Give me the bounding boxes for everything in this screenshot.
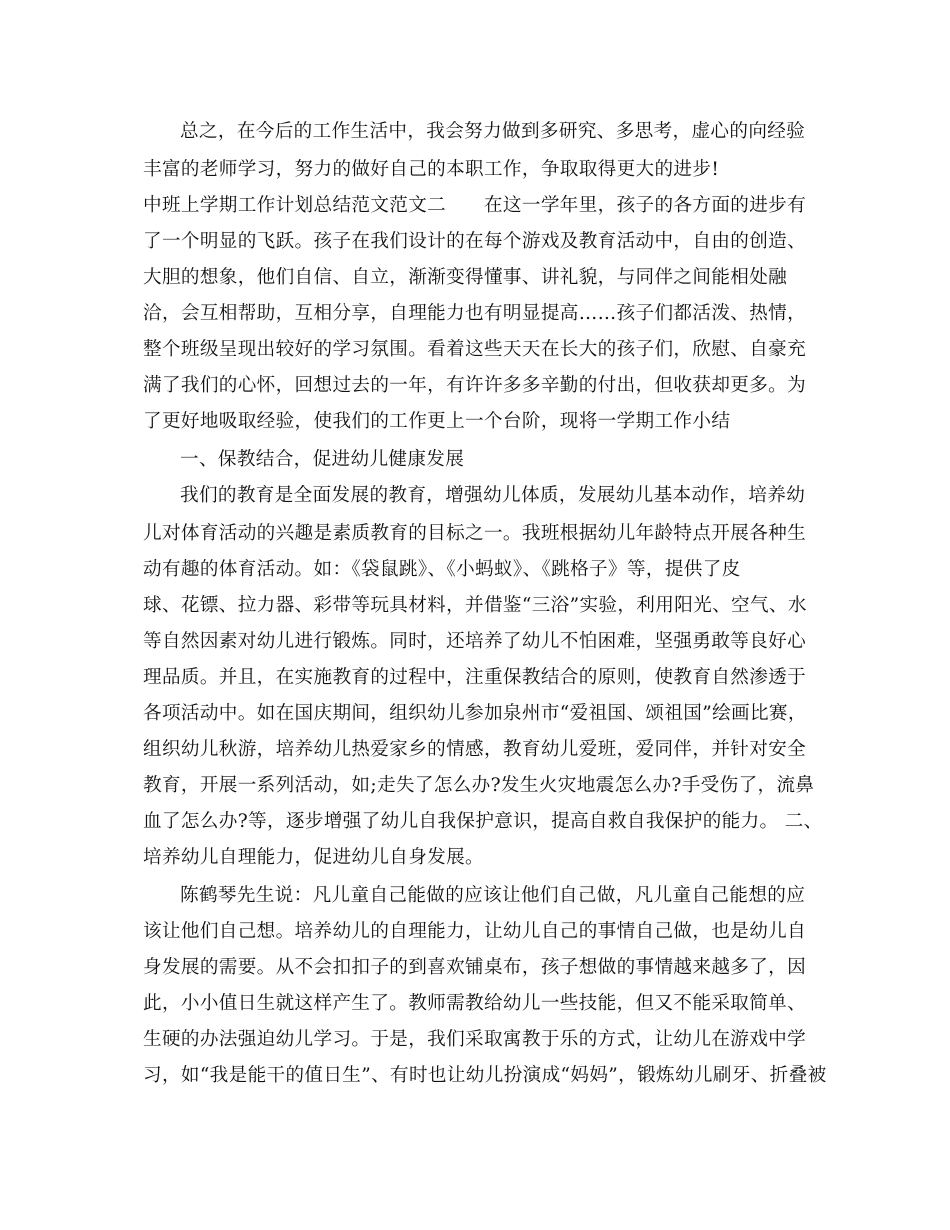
body-text-line: 生硬的办法强迫幼儿学习。于是，我们采取寓教于乐的方式，让幼儿在游戏中学 xyxy=(143,1029,807,1050)
body-text-line: 各项活动中。如在国庆期间，组织幼儿参加泉州市“爱祖国、颂祖国”绘画比赛， xyxy=(143,703,807,724)
body-text-line: 教育，开展一系列活动，如;走失了怎么办?发生火灾地震怎么办?手受伤了，流鼻 xyxy=(143,775,815,796)
body-text-line: 丰富的老师学习，努力的做好自己的本职工作，争取取得更大的进步! xyxy=(143,159,720,180)
body-text-line: 整个班级呈现出较好的学习氛围。看着这些天天在长大的孩子们，欣慰、自豪充 xyxy=(143,339,807,360)
body-text-line: 总之，在今后的工作生活中，我会努力做到多研究、多思考，虚心的向经验 xyxy=(180,121,806,142)
body-text-line: 培养幼儿自理能力，促进幼儿自身发展。 xyxy=(143,847,484,868)
section-heading: 一、保教结合，促进幼儿健康发展 xyxy=(180,449,465,470)
body-text-line: 中班上学期工作计划总结范文范文二 在这一学年里，孩子的各方面的进步有 xyxy=(143,195,807,216)
body-text-line: 理品质。并且，在实施教育的过程中，注重保教结合的原则，使教育自然渗透于 xyxy=(143,667,807,688)
body-text-line: 儿对体育活动的兴趣是素质教育的目标之一。我班根据幼儿年龄特点开展各种生 xyxy=(143,523,807,544)
body-text-line: 等自然因素对幼儿进行锻炼。同时，还培养了幼儿不怕困难，坚强勇敢等良好心 xyxy=(143,631,807,652)
body-text-line: 身发展的需要。从不会扣扣子的到喜欢铺桌布，孩子想做的事情越来越多了，因 xyxy=(143,957,807,978)
body-text-line: 大胆的想象，他们自信、自立，渐渐变得懂事、讲礼貌，与同伴之间能相处融 xyxy=(143,267,788,288)
body-text-line: 球、花镖、拉力器、彩带等玩具材料，并借鉴“三浴”实验，利用阳光、空气、水 xyxy=(143,595,807,616)
body-text-line: 血了怎么办?等，逐步增强了幼儿自我保护意识，提高自救自我保护的能力。 二、 xyxy=(143,811,823,832)
body-text-line: 陈鹤琴先生说：凡儿童自己能做的应该让他们自己做，凡儿童自己能想的应 xyxy=(180,885,806,906)
body-text-line: 此，小小值日生就这样产生了。教师需教给幼儿一些技能，但又不能采取简单、 xyxy=(143,993,807,1014)
body-text-line: 习，如“我是能干的值日生”、有时也让幼儿扮演成“妈妈”，锻炼幼儿刷牙、折叠被 xyxy=(143,1065,827,1086)
body-text-line: 组织幼儿秋游，培养幼儿热爱家乡的情感，教育幼儿爱班，爱同伴，并针对安全 xyxy=(143,739,807,760)
body-text-line: 洽，会互相帮助，互相分享，自理能力也有明显提高……孩子们都活泼、热情， xyxy=(143,303,807,324)
body-text-line: 了一个明显的飞跃。孩子在我们设计的在每个游戏及教育活动中，自由的创造、 xyxy=(143,231,807,252)
body-text-line: 该让他们自己想。培养幼儿的自理能力，让幼儿自己的事情自己做，也是幼儿自 xyxy=(143,921,807,942)
body-text-line: 动有趣的体育活动。如：《袋鼠跳》、《小蚂蚁》、《跳格子》等，提供了皮 xyxy=(143,559,741,580)
body-text-line: 了更好地吸取经验，使我们的工作更上一个台阶，现将一学期工作小结 xyxy=(143,411,731,432)
body-text-line: 我们的教育是全面发展的教育，增强幼儿体质，发展幼儿基本动作，培养幼 xyxy=(180,485,806,506)
body-text-line: 满了我们的心怀，回想过去的一年，有许许多多辛勤的付出，但收获却更多。为 xyxy=(143,375,807,396)
